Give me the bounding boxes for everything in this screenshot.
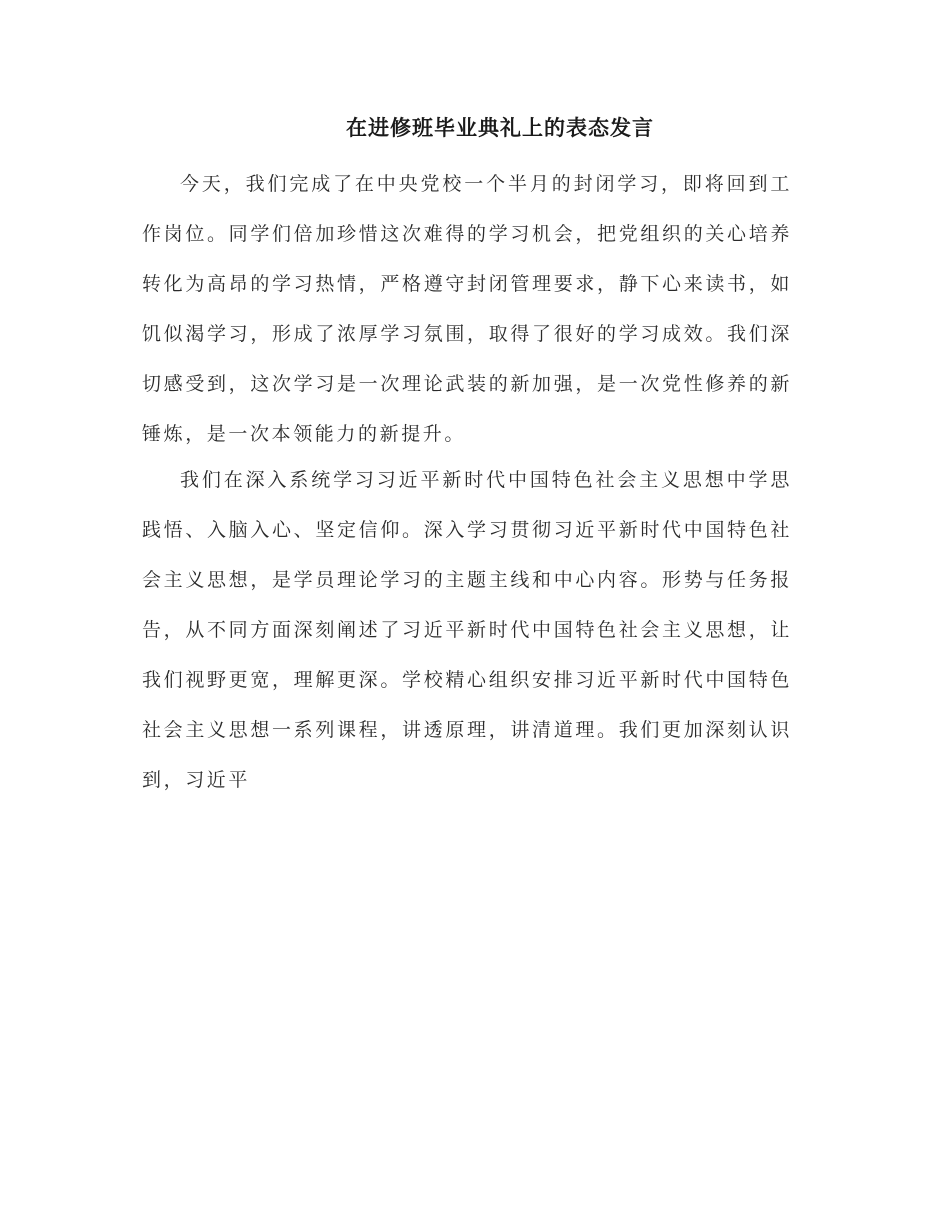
paragraph-2: 我们在深入系统学习习近平新时代中国特色社会主义思想中学思践悟、入脑入心、坚定信仰。深入学习贯彻习近平新时代中国特色社会主义思想，是学员理论学习的主题主线和中心内容。形势与任务报告，从不同方面深刻阐述了习近平新时代中国特色社会主义思想，让我们视野更宽，理解更深。学校精心组织安排习近平新时代中国特色社会主义思想一系列课程，讲透原理，讲清道理。我们更加深刻认识到，习近平 (142, 469, 792, 791)
document-title: 在进修班毕业典礼上的表态发言 (346, 115, 654, 140)
paragraph-1: 今天，我们完成了在中央党校一个半月的封闭学习，即将回到工作岗位。同学们倍加珍惜这次难得的学习机会，把党组织的关心培养转化为高昂的学习热情，严格遵守封闭管理要求，静下心来读书，如饥似渴学习，形成了浓厚学习氛围，取得了很好的学习成效。我们深切感受到，这次学习是一次理论武装的新加强，是一次党性修养的新锤炼，是一次本领能力的新提升。 (142, 173, 792, 445)
